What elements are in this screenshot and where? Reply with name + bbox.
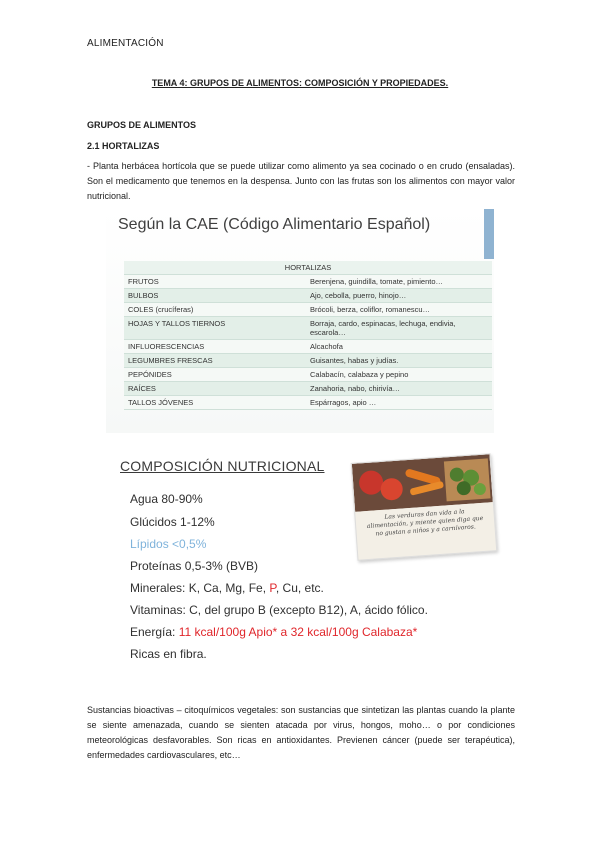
row-examples: Ajo, cebolla, puerro, hinojo… bbox=[306, 289, 492, 303]
document-header: ALIMENTACIÓN bbox=[87, 38, 164, 49]
glucidos-line: Glúcidos 1-12% bbox=[130, 515, 215, 529]
nutrition-slide-title: COMPOSICIÓN NUTRICIONAL bbox=[120, 458, 325, 474]
table-row bbox=[124, 382, 492, 396]
nutrition-slide-image bbox=[106, 450, 494, 668]
row-category: INFLUORESCENCIAS bbox=[124, 340, 306, 354]
minerales-highlight: P bbox=[269, 581, 276, 595]
table-row bbox=[124, 317, 492, 340]
section-heading: GRUPOS DE ALIMENTOS bbox=[87, 120, 197, 130]
energia-label: Energía: bbox=[130, 625, 179, 639]
photo-caption: Las verduras dan vida a la alimentación, y miente quien diga que no gustan a niños y a carnívoros. bbox=[366, 508, 484, 538]
table-row bbox=[124, 396, 492, 410]
row-examples: Brócoli, berza, coliflor, romanescu… bbox=[306, 303, 492, 317]
slide-accent-bar bbox=[484, 209, 494, 259]
table-row bbox=[124, 303, 492, 317]
row-category: LEGUMBRES FRESCAS bbox=[124, 354, 306, 368]
minerales-line bbox=[130, 581, 324, 595]
row-examples: Calabacín, calabaza y pepino bbox=[306, 368, 492, 382]
row-examples: Zanahoria, nabo, chirivía… bbox=[306, 382, 492, 396]
agua-line: Agua 80-90% bbox=[130, 492, 203, 506]
intro-paragraph: - Planta herbácea hortícola que se puede utilizar como alimento ya sea cocinado o en crudo (ensaladas). Son el medicamento que tenemos en la despensa. Junto con las frutas son los alimentos con mayor valor nutricional. bbox=[87, 161, 515, 201]
table-header: HORTALIZAS bbox=[124, 261, 492, 275]
row-examples: Alcachofa bbox=[306, 340, 492, 354]
row-category: HOJAS Y TALLOS TIERNOS bbox=[124, 317, 306, 340]
row-category: FRUTOS bbox=[124, 275, 306, 289]
proteinas-line: Proteínas 0,5-3% (BVB) bbox=[130, 559, 259, 573]
row-examples: Guisantes, habas y judías. bbox=[306, 354, 492, 368]
subsection-heading: 2.1 HORTALIZAS bbox=[87, 141, 160, 151]
vegetables-illustration bbox=[352, 454, 493, 512]
row-examples: Espárragos, apio … bbox=[306, 396, 492, 410]
fibra-line: Ricas en fibra. bbox=[130, 647, 207, 661]
row-category: PEPÓNIDES bbox=[124, 368, 306, 382]
table-row bbox=[124, 354, 492, 368]
cae-slide-image bbox=[106, 209, 494, 433]
cae-slide-title: Según la CAE (Código Alimentario Español) bbox=[118, 216, 431, 233]
lipidos-line: Lípidos <0,5% bbox=[130, 537, 207, 551]
document-title: TEMA 4: GRUPOS DE ALIMENTOS: COMPOSICIÓN Y PROPIEDADES. bbox=[151, 78, 449, 88]
row-category: BULBOS bbox=[124, 289, 306, 303]
energia-line bbox=[130, 625, 417, 639]
hortalizas-table bbox=[124, 261, 492, 410]
row-category: COLES (crucíferas) bbox=[124, 303, 306, 317]
table-row bbox=[124, 340, 492, 354]
vitaminas-line: Vitaminas: C, del grupo B (excepto B12), A, ácido fólico. bbox=[130, 603, 428, 617]
minerales-text-end: , Cu, etc. bbox=[275, 581, 324, 595]
energia-value: 11 kcal/100g Apio* a 32 kcal/100g Calabaza* bbox=[178, 625, 418, 639]
closing-paragraph: Sustancias bioactivas – citoquímicos vegetales: son sustancias que sintetizan las plantas cuando la plante se siente amenazada, cuando se sienten atacada por virus, hongos, moho… o por condiciones meteorológicas desfavorables. Son ricas en antioxidantes. Previenen cáncer (puede ser terapéutica), enfermedades cardiovasculares, etc… bbox=[87, 705, 515, 760]
row-examples: Borraja, cardo, espinacas, lechuga, endivia, escarola… bbox=[306, 317, 492, 340]
minerales-text: Minerales: K, Ca, Mg, Fe, bbox=[130, 581, 270, 595]
row-category: TALLOS JÓVENES bbox=[124, 396, 306, 410]
table-row bbox=[124, 368, 492, 382]
table-row bbox=[124, 275, 492, 289]
row-category: RAÍCES bbox=[124, 382, 306, 396]
vegetables-photo bbox=[351, 453, 497, 561]
row-examples: Berenjena, guindilla, tomate, pimiento… bbox=[306, 275, 492, 289]
table-row bbox=[124, 289, 492, 303]
